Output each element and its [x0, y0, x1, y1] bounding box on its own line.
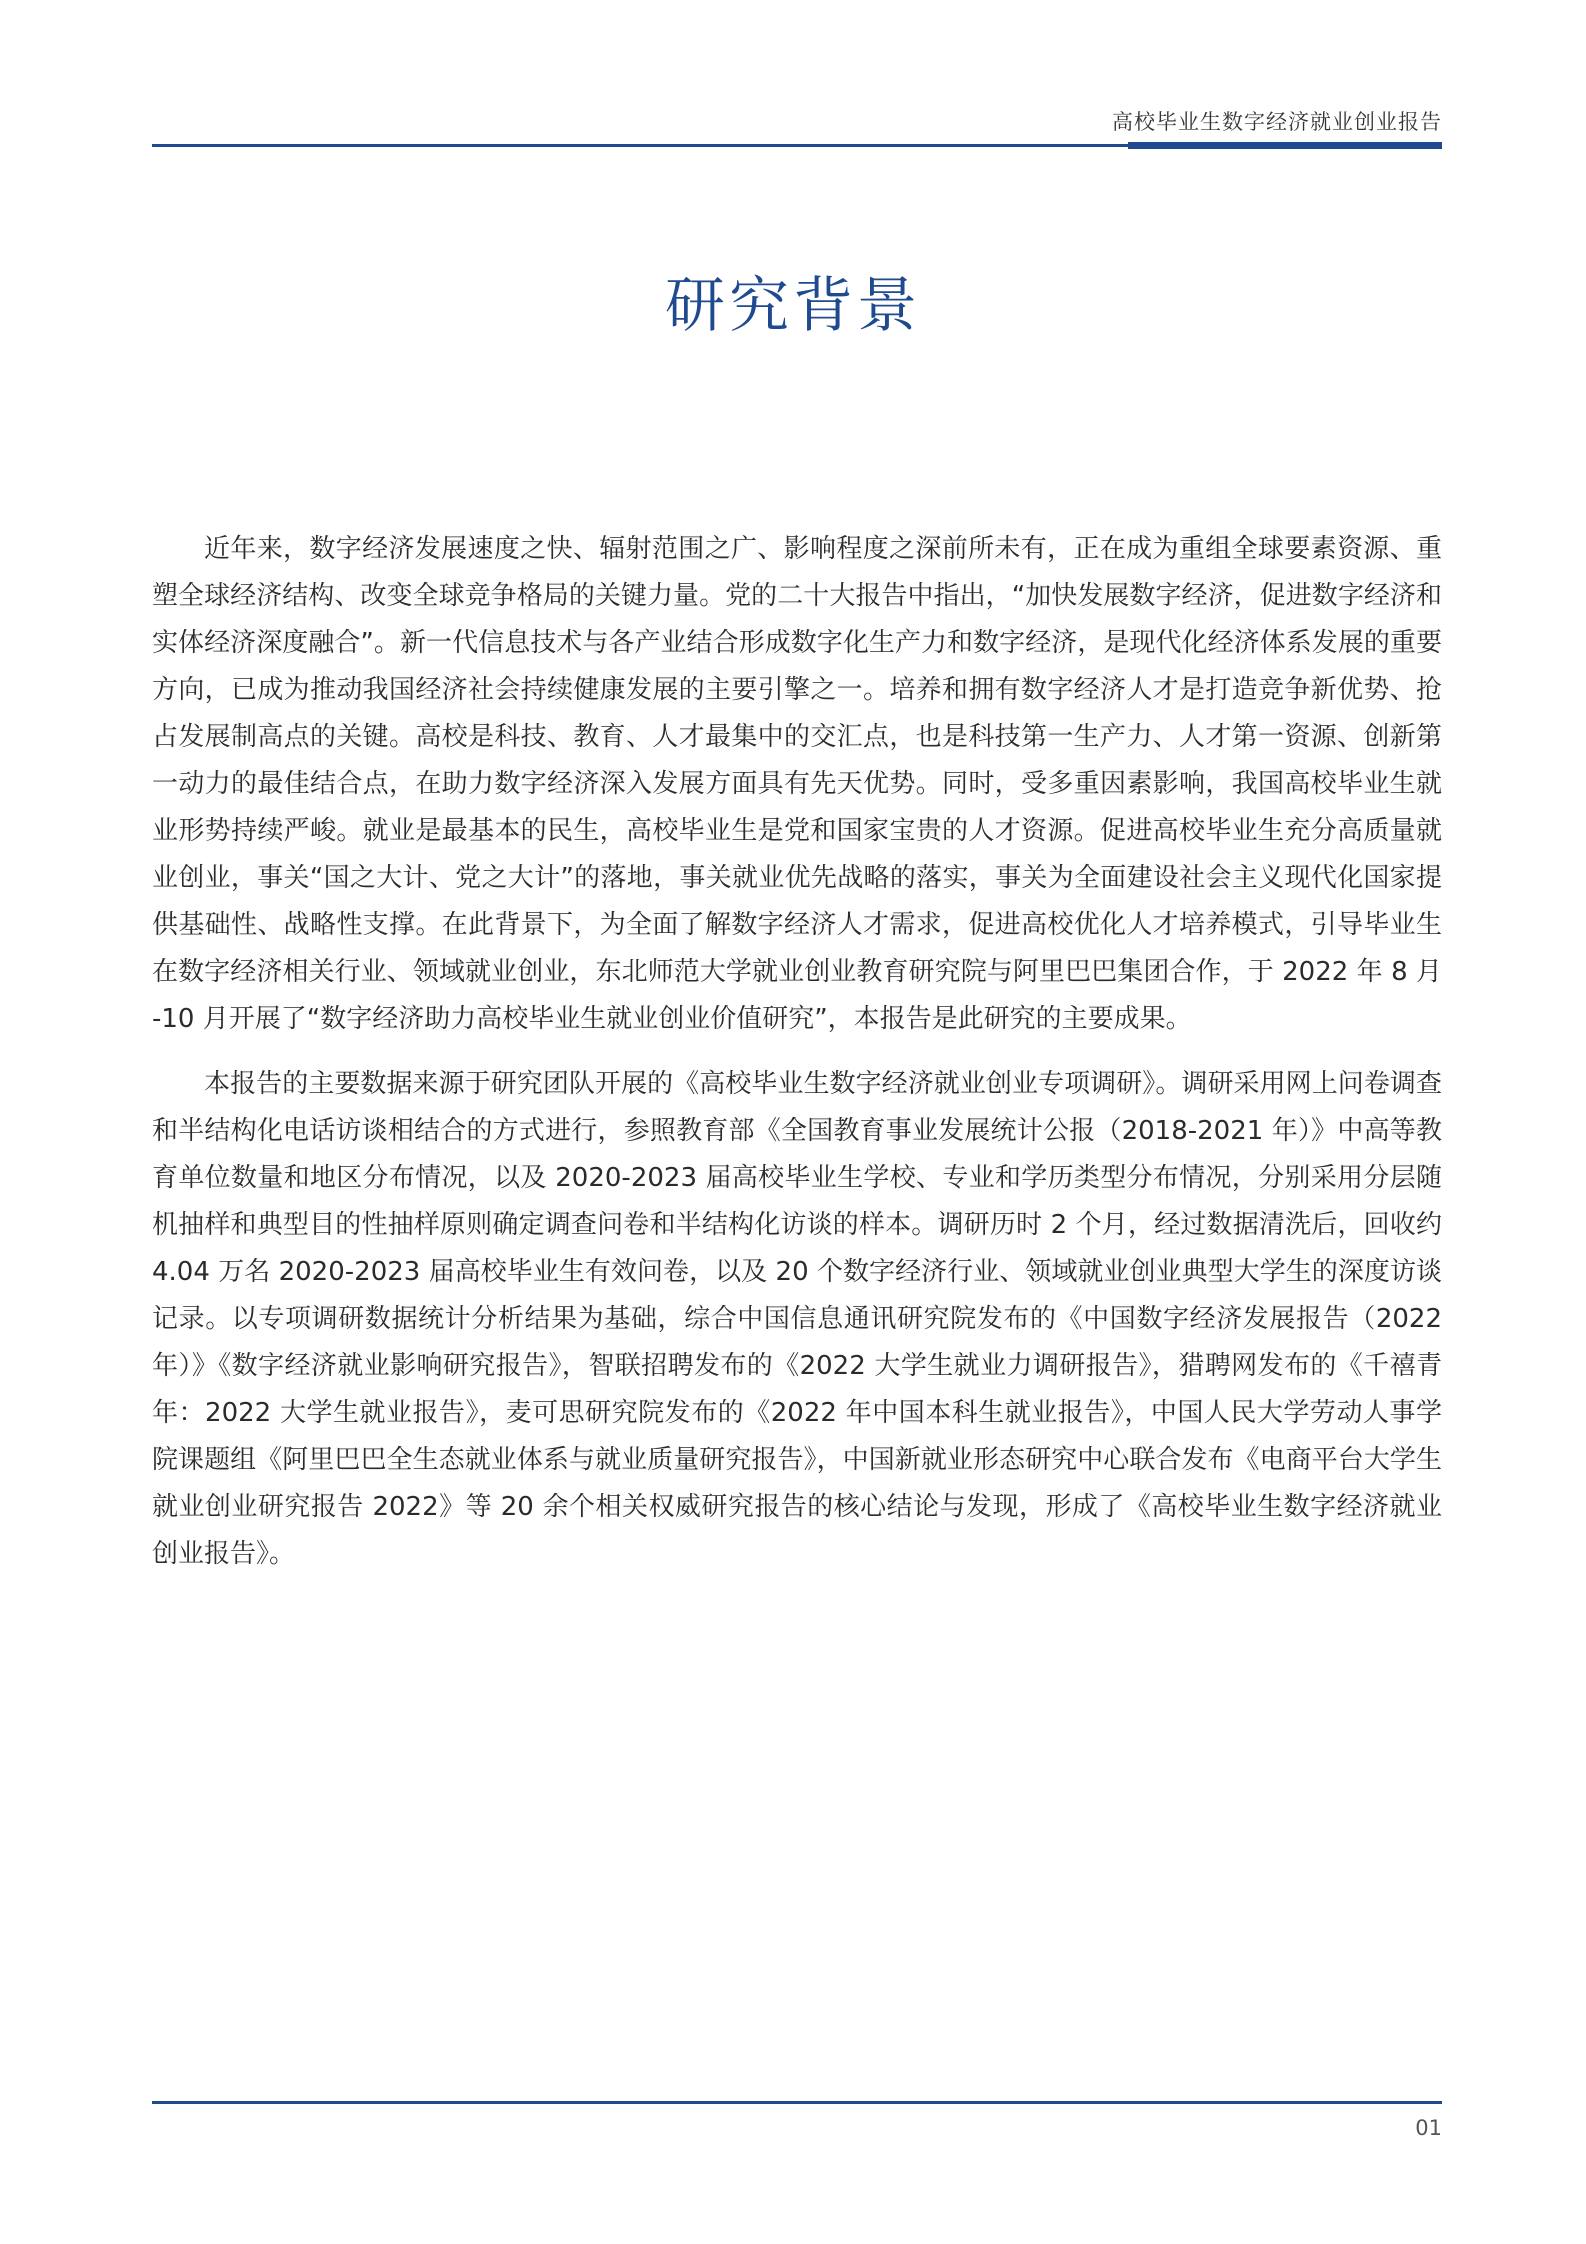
paragraph-2: 本报告的主要数据来源于研究团队开展的《高校毕业生数字经济就业创业专项调研》。调研采用网上问卷调查和半结构化电话访谈相结合的方式进行，参照教育部《全国教育事业发展统计公报（2018-2021 年）》中高等教育单位数量和地区分布情况，以及 2020-2023 届高校毕业生学校、专业和学历类型分布情况，分别采用分层随机抽样和典型目的性抽样原则确定调查问卷和半结构化访谈的样本。调研历时 2 个月，经过数据清洗后，回收约 4.04 万名 2020-2023 届高校毕业生有效问卷，以及 20 个数字经济行业、领域就业创业典型大学生的深度访谈记录。以专项调研数据统计分析结果为基础，综合中国信息通讯研究院发布的《中国数字经济发展报告（2022 年）》《数字经济就业影响研究报告》，智联招聘发布的《2022 大学生就业力调研报告》，猎聘网发布的《千禧青年：2022 大学生就业报告》，麦可思研究院发布的《2022 年中国本科生就业报告》，中国人民大学劳动人事学院课题组《阿里巴巴全生态就业体系与就业质量研究报告》，中国新就业形态研究中心联合发布《电商平台大学生就业创业研究报告 2022》等 20 余个相关权威研究报告的核心结论与发现，形成了《高校毕业生数字经济就业创业报告》。 [152, 1069, 1442, 1569]
footer-rule [152, 2101, 1442, 2104]
running-header-title: 高校毕业生数字经济就业创业报告 [1112, 110, 1442, 134]
header-rule-accent [1128, 142, 1442, 149]
page-number: 01 [1415, 2116, 1442, 2140]
body-text [152, 526, 1442, 1596]
paragraph-1: 近年来，数字经济发展速度之快、辐射范围之广、影响程度之深前所未有，正在成为重组全球要素资源、重塑全球经济结构、改变全球竞争格局的关键力量。党的二十大报告中指出，“加快发展数字经济，促进数字经济和实体经济深度融合”。新一代信息技术与各产业结合形成数字化生产力和数字经济，是现代化经济体系发展的重要方向，已成为推动我国经济社会持续健康发展的主要引擎之一。培养和拥有数字经济人才是打造竞争新优势、抢占发展制高点的关键。高校是科技、教育、人才最集中的交汇点，也是科技第一生产力、人才第一资源、创新第一动力的最佳结合点，在助力数字经济深入发展方面具有先天优势。同时，受多重因素影响，我国高校毕业生就业形势持续严峻。就业是最基本的民生，高校毕业生是党和国家宝贵的人才资源。促进高校毕业生充分高质量就业创业，事关“国之大计、党之大计”的落地，事关就业优先战略的落实，事关为全面建设社会主义现代化国家提供基础性、战略性支撑。在此背景下，为全面了解数字经济人才需求，促进高校优化人才培养模式，引导毕业生在数字经济相关行业、领域就业创业，东北师范大学就业创业教育研究院与阿里巴巴集团合作，于 2022 年 8 月 -10 月开展了“数字经济助力高校毕业生就业创业价值研究”，本报告是此研究的主要成果。 [152, 534, 1442, 1034]
page-title: 研究背景 [665, 271, 921, 341]
